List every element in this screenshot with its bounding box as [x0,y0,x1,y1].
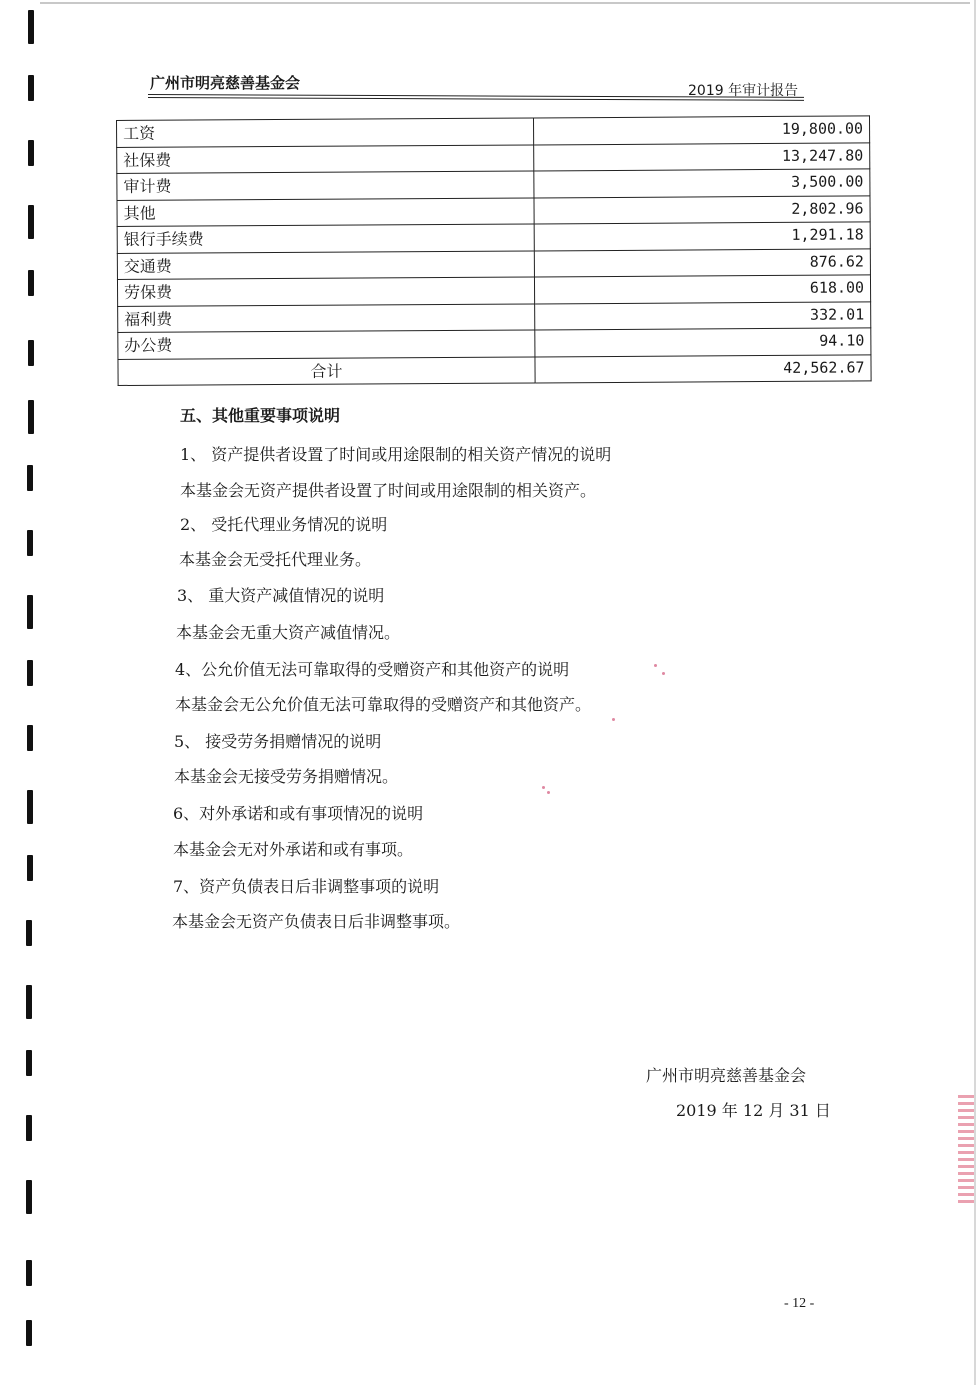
binding-mark [26,1320,32,1346]
expense-amount: 94.10 [535,328,871,357]
binding-mark [27,465,33,491]
expense-name: 社保费 [117,144,534,173]
binding-mark [27,595,33,629]
binding-mark [26,920,32,946]
header-org: 广州市明亮慈善基金会 [150,74,301,92]
item-body: 本基金会无资产提供者设置了时间或用途限制的相关资产。 [180,481,597,500]
total-label: 合计 [118,356,535,385]
binding-mark [26,1260,32,1286]
seal-stamp-edge [958,1095,974,1205]
binding-mark [28,10,34,44]
item-body: 本基金会无对外承诺和或有事项。 [173,840,414,859]
expense-amount: 332.01 [535,301,871,330]
expense-amount: 13,247.80 [534,142,870,171]
item-heading: 7、资产负债表日后非调整事项的说明 [173,877,440,896]
expense-amount: 3,500.00 [534,169,870,198]
binding-marks [2,0,32,1385]
section-title: 五、其他重要事项说明 [180,406,341,425]
binding-mark [28,340,34,366]
expense-name: 交通费 [117,250,534,279]
ink-speck [542,786,545,789]
item-body: 本基金会无公允价值无法可靠取得的受赠资产和其他资产。 [175,695,592,714]
binding-mark [26,985,32,1019]
expense-table [116,115,872,386]
ink-speck [612,718,615,721]
expense-name: 劳保费 [117,277,534,306]
binding-mark [28,75,34,101]
expense-name: 福利费 [118,303,535,332]
expense-name: 办公费 [118,330,535,359]
item-heading: 4、公允价值无法可靠取得的受赠资产和其他资产的说明 [175,660,570,679]
expense-amount: 19,800.00 [533,116,869,145]
binding-mark [26,1115,32,1141]
binding-mark [28,205,34,239]
binding-mark [28,270,34,296]
binding-mark [26,1050,32,1076]
item-body: 本基金会无重大资产减值情况。 [176,623,401,642]
signature-date: 2019 年 12 月 31 日 [676,1101,831,1120]
item-body: 本基金会无接受劳务捐赠情况。 [174,767,399,786]
page-number: - 12 - [784,1296,815,1311]
ink-speck [654,664,657,667]
binding-mark [27,660,33,686]
expense-amount: 618.00 [534,275,870,304]
item-body: 本基金会无受托代理业务。 [179,550,372,569]
item-heading: 2、 受托代理业务情况的说明 [180,515,388,534]
item-heading: 6、对外承诺和或有事项情况的说明 [173,804,424,823]
expense-name: 审计费 [117,171,534,200]
expense-amount: 876.62 [534,248,870,277]
binding-mark [27,725,33,751]
item-heading: 1、 资产提供者设置了时间或用途限制的相关资产情况的说明 [180,445,612,464]
scan-top-edge [40,2,970,4]
item-heading: 5、 接受劳务捐赠情况的说明 [174,732,382,751]
expense-name: 其他 [117,197,534,226]
expense-name: 银行手续费 [117,224,534,253]
expense-name: 工资 [117,118,534,147]
scan-right-edge [974,0,976,1385]
binding-mark [27,530,33,556]
ink-speck [662,672,665,675]
binding-mark [26,1180,32,1214]
ink-speck [547,791,550,794]
binding-mark [28,400,34,434]
expense-amount: 2,802.96 [534,195,870,224]
total-amount: 42,562.67 [535,354,871,383]
binding-mark [27,855,33,881]
total-row [118,354,871,385]
binding-mark [27,790,33,824]
binding-mark [28,140,34,166]
item-body: 本基金会无资产负债表日后非调整事项。 [172,912,461,931]
header-report-title: 2019 年审计报告 [688,83,799,99]
expense-amount: 1,291.18 [534,222,870,251]
signature-org: 广州市明亮慈善基金会 [646,1066,807,1085]
item-heading: 3、 重大资产减值情况的说明 [177,586,385,605]
